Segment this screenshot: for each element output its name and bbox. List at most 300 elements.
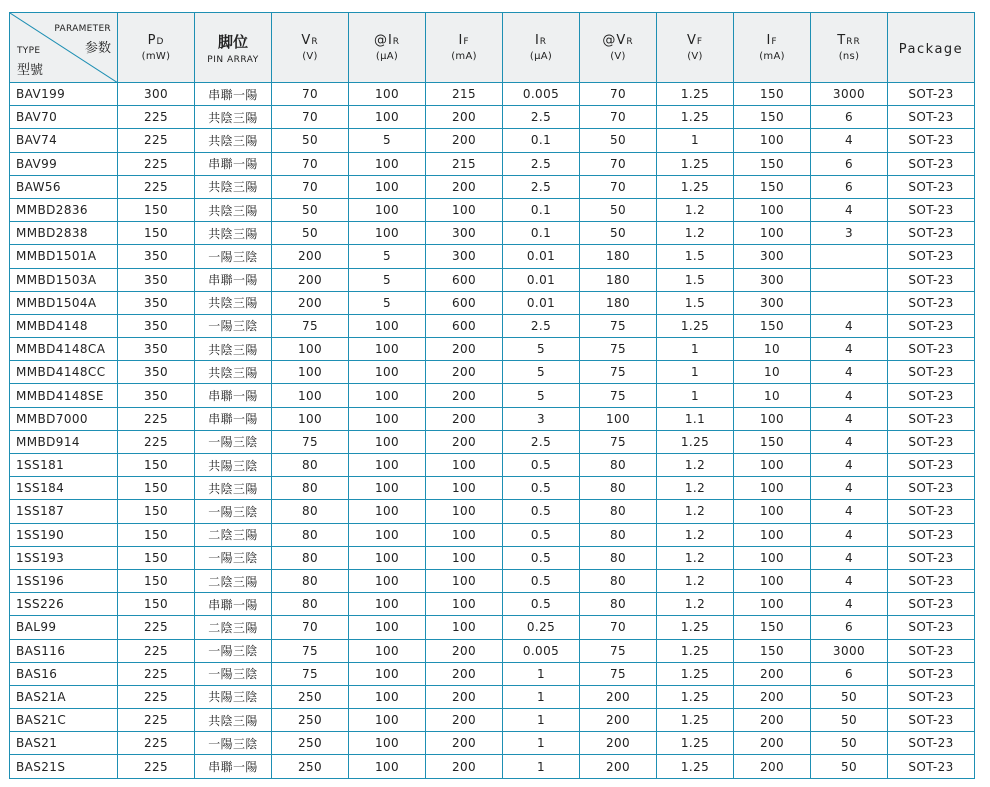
- header-vr-symbol: V: [301, 33, 312, 48]
- table-row: [10, 523, 975, 546]
- pd-cell: 350: [118, 338, 195, 361]
- vf-cell: 1.25: [657, 175, 734, 198]
- at-ir-cell: 100: [349, 175, 426, 198]
- vr-cell: 80: [272, 500, 349, 523]
- at-ir-cell: 100: [349, 662, 426, 685]
- pin-array-cell: 一陽三陰: [195, 500, 272, 523]
- header-at-vr-subscript: R: [626, 37, 634, 47]
- type-cell: MMBD4148CA: [10, 338, 118, 361]
- type-cell: 1SS187: [10, 500, 118, 523]
- at-ir-cell: 100: [349, 361, 426, 384]
- package-cell: SOT-23: [888, 361, 975, 384]
- pin-array-cell: 共陰三陽: [195, 291, 272, 314]
- trr-cell: 4: [811, 477, 888, 500]
- if-cell: 200: [426, 430, 503, 453]
- package-cell: SOT-23: [888, 593, 975, 616]
- package-cell: SOT-23: [888, 407, 975, 430]
- header-if-symbol: I: [458, 33, 464, 48]
- trr-cell: 4: [811, 546, 888, 569]
- at-ir-cell: 5: [349, 245, 426, 268]
- pd-cell: 150: [118, 500, 195, 523]
- vf-cell: 1.5: [657, 291, 734, 314]
- type-cell: BAS21S: [10, 755, 118, 778]
- type-cell: BAV99: [10, 152, 118, 175]
- if-cell: 100: [426, 546, 503, 569]
- vf-cell: 1: [657, 384, 734, 407]
- pin-array-cell: 共陰三陽: [195, 709, 272, 732]
- pin-array-cell: 共陽三陰: [195, 454, 272, 477]
- type-cell: BAW56: [10, 175, 118, 198]
- vr-cell: 80: [272, 569, 349, 592]
- vr-cell: 250: [272, 732, 349, 755]
- pd-cell: 350: [118, 384, 195, 407]
- vr-cell: 70: [272, 83, 349, 106]
- header-at-ir-symbol: @I: [373, 33, 393, 48]
- header-if-2-unit: (mA): [759, 51, 785, 62]
- vr-cell: 70: [272, 106, 349, 129]
- type-cell: 1SS196: [10, 569, 118, 592]
- vr-cell: 75: [272, 639, 349, 662]
- trr-cell: 6: [811, 152, 888, 175]
- header-pin-array: [195, 13, 272, 83]
- if-cell: 600: [426, 268, 503, 291]
- pin-array-cell: 共陰三陽: [195, 129, 272, 152]
- if-2-cell: 10: [734, 384, 811, 407]
- type-cell: BAS21C: [10, 709, 118, 732]
- vf-cell: 1.2: [657, 198, 734, 221]
- at-vr-cell: 80: [580, 454, 657, 477]
- trr-cell: 3000: [811, 639, 888, 662]
- package-cell: SOT-23: [888, 755, 975, 778]
- vf-cell: 1.25: [657, 616, 734, 639]
- package-cell: SOT-23: [888, 616, 975, 639]
- header-package: [888, 13, 975, 83]
- vr-cell: 50: [272, 198, 349, 221]
- vf-cell: 1: [657, 338, 734, 361]
- ir-cell: 0.01: [503, 268, 580, 291]
- at-ir-cell: 100: [349, 83, 426, 106]
- type-cell: MMBD2838: [10, 222, 118, 245]
- header-if-unit: (mA): [451, 51, 477, 62]
- spec-table-body: [10, 83, 975, 779]
- pd-cell: 150: [118, 222, 195, 245]
- vf-cell: 1.2: [657, 593, 734, 616]
- table-row: [10, 593, 975, 616]
- at-ir-cell: 5: [349, 291, 426, 314]
- if-2-cell: 200: [734, 662, 811, 685]
- at-ir-cell: 100: [349, 106, 426, 129]
- vf-cell: 1.5: [657, 268, 734, 291]
- table-row: [10, 175, 975, 198]
- ir-cell: 1: [503, 685, 580, 708]
- ir-cell: 0.5: [503, 546, 580, 569]
- type-cell: BAS21: [10, 732, 118, 755]
- at-vr-cell: 75: [580, 384, 657, 407]
- vf-cell: 1.25: [657, 755, 734, 778]
- pd-cell: 150: [118, 569, 195, 592]
- package-cell: SOT-23: [888, 569, 975, 592]
- ir-cell: 2.5: [503, 152, 580, 175]
- header-at-ir-subscript: R: [392, 37, 401, 47]
- header-corner-type-parameter: [10, 13, 118, 83]
- ir-cell: 0.25: [503, 616, 580, 639]
- package-cell: SOT-23: [888, 523, 975, 546]
- at-vr-cell: 50: [580, 198, 657, 221]
- parameter-label-zh: 参数: [84, 41, 111, 56]
- ir-cell: 1: [503, 732, 580, 755]
- type-cell: MMBD1501A: [10, 245, 118, 268]
- table-row: [10, 616, 975, 639]
- table-row: [10, 755, 975, 778]
- header-if-2-symbol: I: [766, 33, 772, 48]
- trr-cell: 4: [811, 523, 888, 546]
- if-2-cell: 100: [734, 129, 811, 152]
- type-label: TYPE: [17, 46, 41, 56]
- at-vr-cell: 75: [580, 662, 657, 685]
- ir-cell: 0.005: [503, 83, 580, 106]
- package-cell: SOT-23: [888, 430, 975, 453]
- trr-cell: 3000: [811, 83, 888, 106]
- pin-array-cell: 一陽三陰: [195, 662, 272, 685]
- if-cell: 200: [426, 175, 503, 198]
- pd-cell: 225: [118, 106, 195, 129]
- if-cell: 200: [426, 338, 503, 361]
- ir-cell: 0.005: [503, 639, 580, 662]
- pin-array-cell: 二陰三陽: [195, 616, 272, 639]
- parameter-label: PARAMETER: [54, 24, 111, 34]
- trr-cell: 50: [811, 732, 888, 755]
- spec-table-container: [9, 12, 974, 779]
- vf-cell: 1.25: [657, 732, 734, 755]
- if-cell: 215: [426, 83, 503, 106]
- header-at-ir-unit: (µA): [375, 51, 399, 62]
- at-ir-cell: 100: [349, 732, 426, 755]
- table-row: [10, 662, 975, 685]
- if-2-cell: 100: [734, 407, 811, 430]
- pin-array-cell: 共陰三陽: [195, 338, 272, 361]
- ir-cell: 0.5: [503, 500, 580, 523]
- at-vr-cell: 180: [580, 291, 657, 314]
- if-2-cell: 150: [734, 314, 811, 337]
- header-at-vr: [580, 13, 657, 83]
- header-pd-symbol: P: [147, 33, 157, 48]
- pin-array-cell: 共陰三陽: [195, 477, 272, 500]
- package-cell: SOT-23: [888, 291, 975, 314]
- at-vr-cell: 100: [580, 407, 657, 430]
- pd-cell: 225: [118, 662, 195, 685]
- vr-cell: 50: [272, 129, 349, 152]
- at-ir-cell: 100: [349, 430, 426, 453]
- header-ir-unit: (µA): [529, 51, 553, 62]
- if-2-cell: 200: [734, 685, 811, 708]
- type-cell: 1SS181: [10, 454, 118, 477]
- pd-cell: 225: [118, 685, 195, 708]
- table-row: [10, 222, 975, 245]
- at-ir-cell: 100: [349, 152, 426, 175]
- vr-cell: 200: [272, 245, 349, 268]
- type-cell: MMBD1504A: [10, 291, 118, 314]
- table-row: [10, 546, 975, 569]
- ir-cell: 0.5: [503, 569, 580, 592]
- pin-array-cell: 一陽三陰: [195, 639, 272, 662]
- at-vr-cell: 200: [580, 732, 657, 755]
- header-pd-subscript: D: [156, 37, 165, 47]
- vr-cell: 250: [272, 755, 349, 778]
- if-cell: 200: [426, 662, 503, 685]
- if-2-cell: 100: [734, 198, 811, 221]
- at-ir-cell: 100: [349, 546, 426, 569]
- vr-cell: 70: [272, 175, 349, 198]
- if-2-cell: 100: [734, 546, 811, 569]
- vf-cell: 1: [657, 361, 734, 384]
- at-vr-cell: 180: [580, 268, 657, 291]
- pd-cell: 150: [118, 477, 195, 500]
- pin-array-cell: 串聯一陽: [195, 593, 272, 616]
- type-cell: BAL99: [10, 616, 118, 639]
- at-ir-cell: 100: [349, 523, 426, 546]
- pd-cell: 350: [118, 314, 195, 337]
- header-if: [426, 13, 503, 83]
- trr-cell: 4: [811, 384, 888, 407]
- if-cell: 300: [426, 245, 503, 268]
- header-vf: [657, 13, 734, 83]
- at-ir-cell: 100: [349, 198, 426, 221]
- type-cell: MMBD7000: [10, 407, 118, 430]
- vf-cell: 1.2: [657, 546, 734, 569]
- vf-cell: 1: [657, 129, 734, 152]
- at-vr-cell: 50: [580, 222, 657, 245]
- if-2-cell: 200: [734, 732, 811, 755]
- package-cell: SOT-23: [888, 709, 975, 732]
- type-cell: MMBD4148CC: [10, 361, 118, 384]
- ir-cell: 5: [503, 338, 580, 361]
- at-vr-cell: 70: [580, 106, 657, 129]
- package-cell: SOT-23: [888, 245, 975, 268]
- ir-cell: 0.1: [503, 222, 580, 245]
- type-cell: BAS116: [10, 639, 118, 662]
- if-2-cell: 100: [734, 500, 811, 523]
- table-row: [10, 245, 975, 268]
- type-cell: MMBD914: [10, 430, 118, 453]
- vr-cell: 250: [272, 685, 349, 708]
- type-cell: 1SS184: [10, 477, 118, 500]
- if-2-cell: 200: [734, 709, 811, 732]
- pd-cell: 225: [118, 709, 195, 732]
- header-package-label: Package: [898, 42, 964, 57]
- at-ir-cell: 100: [349, 384, 426, 407]
- vf-cell: 1.2: [657, 569, 734, 592]
- pin-array-cell: 串聯一陽: [195, 152, 272, 175]
- at-vr-cell: 75: [580, 314, 657, 337]
- header-ir: [503, 13, 580, 83]
- pin-array-cell: 一陽三陰: [195, 314, 272, 337]
- at-ir-cell: 100: [349, 755, 426, 778]
- package-cell: SOT-23: [888, 106, 975, 129]
- pd-cell: 350: [118, 268, 195, 291]
- vr-cell: 100: [272, 338, 349, 361]
- ir-cell: 2.5: [503, 314, 580, 337]
- trr-cell: 4: [811, 454, 888, 477]
- vf-cell: 1.2: [657, 477, 734, 500]
- pd-cell: 225: [118, 755, 195, 778]
- pd-cell: 225: [118, 616, 195, 639]
- header-pd-unit: (mW): [141, 51, 171, 62]
- trr-cell: 4: [811, 361, 888, 384]
- pd-cell: 150: [118, 454, 195, 477]
- pd-cell: 225: [118, 732, 195, 755]
- at-ir-cell: 100: [349, 407, 426, 430]
- type-cell: MMBD2836: [10, 198, 118, 221]
- package-cell: SOT-23: [888, 662, 975, 685]
- type-cell: BAS21A: [10, 685, 118, 708]
- header-ir-symbol: I: [534, 33, 540, 48]
- pin-array-cell: 共陰三陽: [195, 222, 272, 245]
- at-ir-cell: 100: [349, 616, 426, 639]
- table-row: [10, 477, 975, 500]
- if-2-cell: 10: [734, 338, 811, 361]
- at-ir-cell: 5: [349, 129, 426, 152]
- header-trr: [811, 13, 888, 83]
- ir-cell: 0.5: [503, 523, 580, 546]
- pin-array-cell: 共陽三陰: [195, 685, 272, 708]
- table-row: [10, 732, 975, 755]
- at-ir-cell: 100: [349, 569, 426, 592]
- at-vr-cell: 75: [580, 338, 657, 361]
- at-vr-cell: 75: [580, 361, 657, 384]
- if-2-cell: 300: [734, 268, 811, 291]
- if-2-cell: 150: [734, 616, 811, 639]
- vf-cell: 1.25: [657, 685, 734, 708]
- table-row: [10, 291, 975, 314]
- package-cell: SOT-23: [888, 732, 975, 755]
- vr-cell: 70: [272, 616, 349, 639]
- if-cell: 300: [426, 222, 503, 245]
- pd-cell: 350: [118, 291, 195, 314]
- type-cell: MMBD4148SE: [10, 384, 118, 407]
- trr-cell: [811, 291, 888, 314]
- if-cell: 200: [426, 129, 503, 152]
- trr-cell: 4: [811, 338, 888, 361]
- type-cell: BAV70: [10, 106, 118, 129]
- if-2-cell: 150: [734, 152, 811, 175]
- vr-cell: 80: [272, 523, 349, 546]
- table-row: [10, 152, 975, 175]
- trr-cell: 4: [811, 129, 888, 152]
- trr-cell: [811, 245, 888, 268]
- table-row: [10, 83, 975, 106]
- if-2-cell: 100: [734, 569, 811, 592]
- pd-cell: 150: [118, 593, 195, 616]
- package-cell: SOT-23: [888, 129, 975, 152]
- vf-cell: 1.25: [657, 639, 734, 662]
- at-ir-cell: 100: [349, 639, 426, 662]
- type-cell: BAV199: [10, 83, 118, 106]
- trr-cell: 4: [811, 314, 888, 337]
- package-cell: SOT-23: [888, 546, 975, 569]
- at-vr-cell: 180: [580, 245, 657, 268]
- type-cell: 1SS190: [10, 523, 118, 546]
- header-at-ir: [349, 13, 426, 83]
- package-cell: SOT-23: [888, 477, 975, 500]
- at-vr-cell: 200: [580, 709, 657, 732]
- header-pin-array-en: PIN ARRAY: [207, 54, 259, 65]
- at-ir-cell: 100: [349, 500, 426, 523]
- at-vr-cell: 200: [580, 685, 657, 708]
- package-cell: SOT-23: [888, 152, 975, 175]
- if-2-cell: 200: [734, 755, 811, 778]
- if-2-cell: 300: [734, 291, 811, 314]
- trr-cell: [811, 268, 888, 291]
- pd-cell: 150: [118, 198, 195, 221]
- trr-cell: 6: [811, 106, 888, 129]
- ir-cell: 0.1: [503, 198, 580, 221]
- if-cell: 200: [426, 732, 503, 755]
- at-vr-cell: 70: [580, 152, 657, 175]
- pd-cell: 225: [118, 175, 195, 198]
- pin-array-cell: 二陰三陽: [195, 523, 272, 546]
- header-vr: [272, 13, 349, 83]
- header-at-vr-unit: (V): [610, 51, 626, 62]
- ir-cell: 2.5: [503, 430, 580, 453]
- at-vr-cell: 75: [580, 430, 657, 453]
- trr-cell: 50: [811, 709, 888, 732]
- trr-cell: 4: [811, 500, 888, 523]
- if-cell: 600: [426, 314, 503, 337]
- table-row: [10, 268, 975, 291]
- type-cell: MMBD1503A: [10, 268, 118, 291]
- header-vf-unit: (V): [687, 51, 703, 62]
- header-row: [10, 13, 975, 83]
- header-pin-array-zh: 脚位: [217, 32, 248, 51]
- if-cell: 200: [426, 755, 503, 778]
- pin-array-cell: 共陰三陽: [195, 198, 272, 221]
- trr-cell: 4: [811, 430, 888, 453]
- table-row: [10, 338, 975, 361]
- trr-cell: 6: [811, 616, 888, 639]
- if-2-cell: 150: [734, 175, 811, 198]
- vf-cell: 1.2: [657, 523, 734, 546]
- pd-cell: 225: [118, 430, 195, 453]
- if-cell: 200: [426, 685, 503, 708]
- vf-cell: 1.25: [657, 314, 734, 337]
- if-2-cell: 150: [734, 639, 811, 662]
- ir-cell: 0.01: [503, 245, 580, 268]
- header-trr-subscript: RR: [846, 37, 861, 47]
- type-cell: MMBD4148: [10, 314, 118, 337]
- table-row: [10, 430, 975, 453]
- vf-cell: 1.5: [657, 245, 734, 268]
- vr-cell: 70: [272, 152, 349, 175]
- if-2-cell: 100: [734, 477, 811, 500]
- if-2-cell: 100: [734, 222, 811, 245]
- pin-array-cell: 一陽三陰: [195, 732, 272, 755]
- vr-cell: 250: [272, 709, 349, 732]
- table-row: [10, 639, 975, 662]
- if-cell: 100: [426, 198, 503, 221]
- at-ir-cell: 100: [349, 454, 426, 477]
- header-pd: [118, 13, 195, 83]
- header-ir-subscript: R: [539, 37, 548, 47]
- package-cell: SOT-23: [888, 175, 975, 198]
- if-cell: 100: [426, 616, 503, 639]
- package-cell: SOT-23: [888, 685, 975, 708]
- at-vr-cell: 70: [580, 83, 657, 106]
- if-cell: 215: [426, 152, 503, 175]
- header-if-2-subscript: F: [771, 37, 778, 47]
- table-row: [10, 454, 975, 477]
- vf-cell: 1.25: [657, 709, 734, 732]
- pd-cell: 350: [118, 245, 195, 268]
